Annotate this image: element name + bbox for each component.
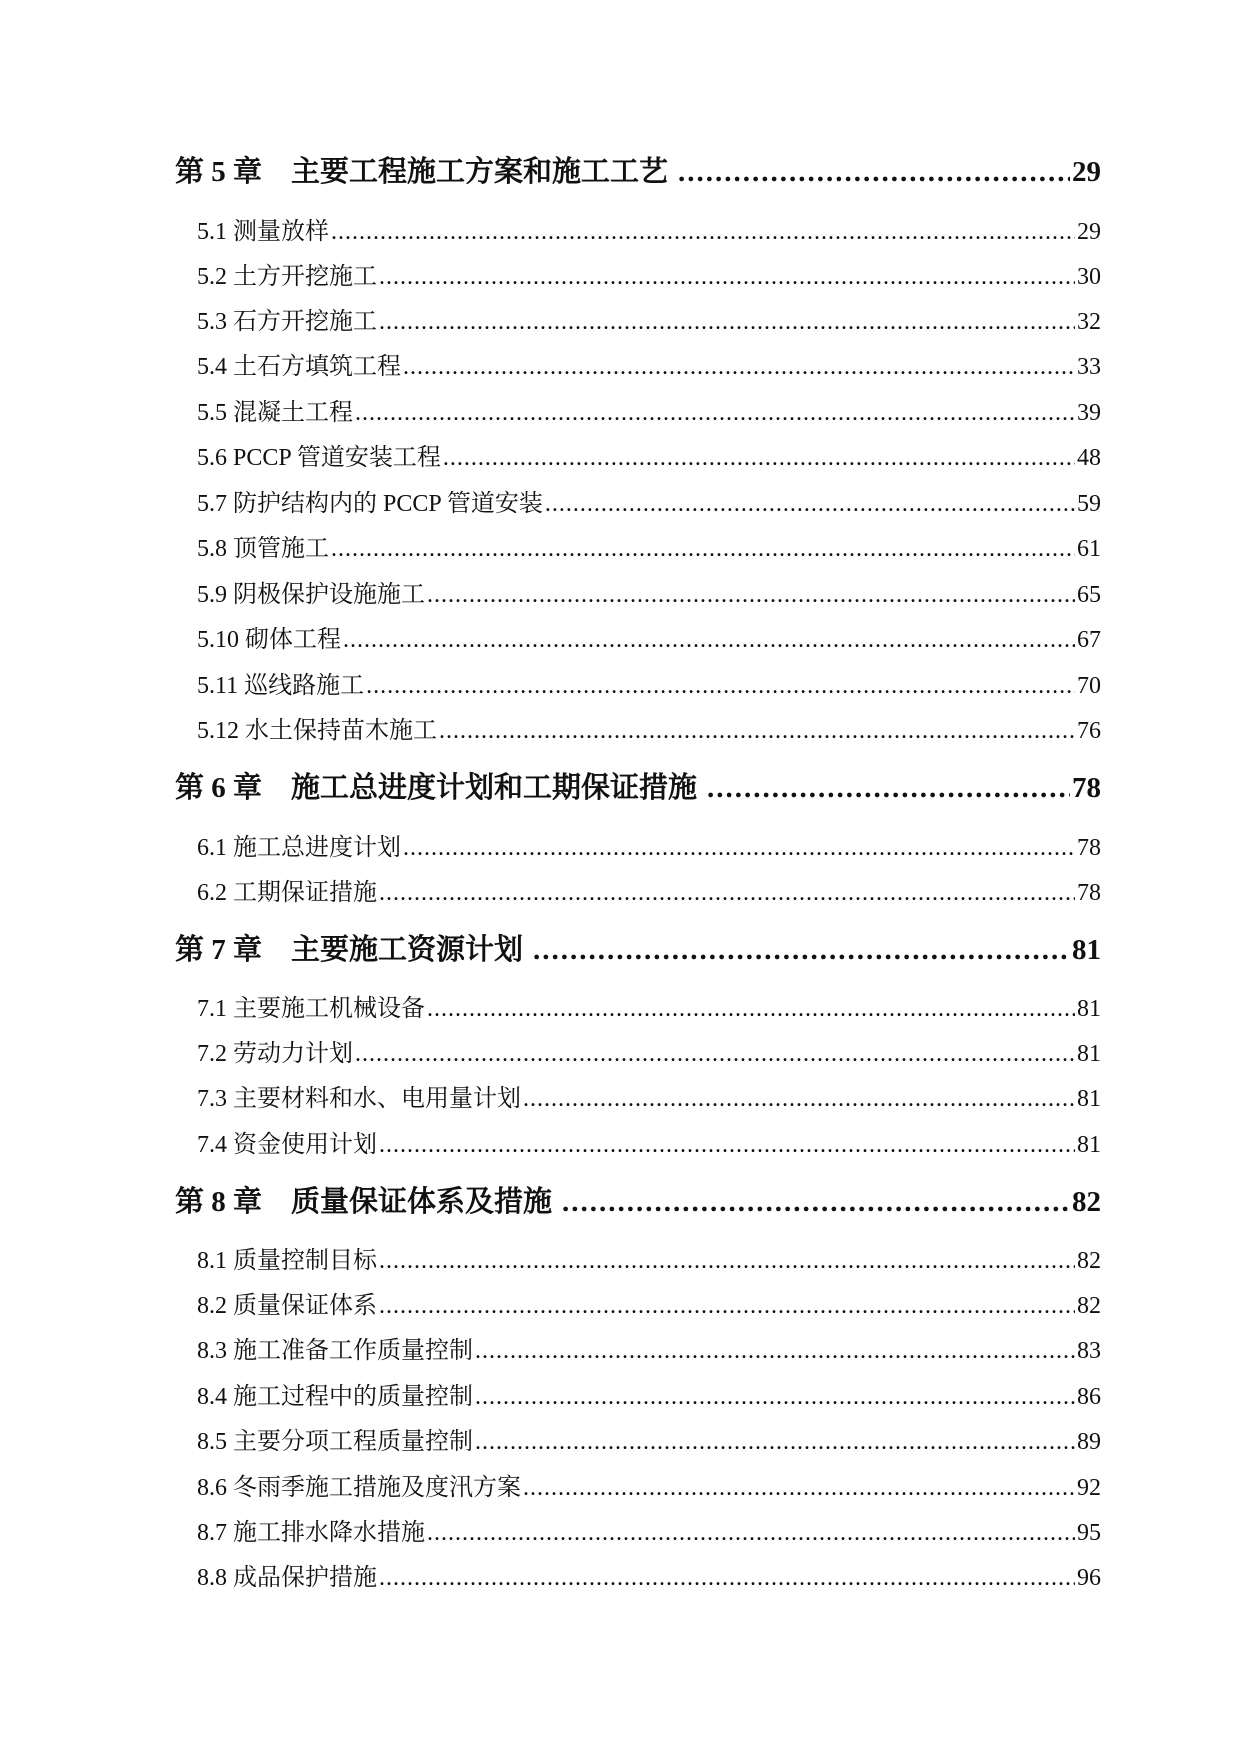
chapter-title: 第 8 章 质量保证体系及措施 (175, 1186, 553, 1218)
dot-leader (475, 1334, 1075, 1368)
dot-leader (427, 1516, 1075, 1550)
toc-entry-7-1[interactable] (197, 992, 1101, 1026)
toc-chapter-5[interactable] (175, 152, 1101, 192)
page-number: 67 (1077, 627, 1101, 653)
dot-leader (379, 1128, 1075, 1162)
entry-label: 5.11 巡线路施工 (197, 673, 365, 699)
page-number: 32 (1077, 309, 1101, 335)
page-number: 76 (1077, 718, 1101, 744)
dot-leader (678, 152, 1070, 192)
chapter-title: 第 6 章 施工总进度计划和工期保证措施 (175, 772, 698, 804)
entry-label: 7.3 主要材料和水、电用量计划 (197, 1086, 521, 1112)
dot-leader (379, 876, 1075, 910)
dot-leader (475, 1380, 1075, 1414)
page-number: 30 (1077, 264, 1101, 290)
page-number: 96 (1077, 1565, 1101, 1591)
dot-leader (355, 396, 1075, 430)
page-number: 92 (1077, 1475, 1101, 1501)
entry-label: 8.4 施工过程中的质量控制 (197, 1384, 473, 1410)
page-number: 78 (1077, 835, 1101, 861)
toc-entry-8-7[interactable] (197, 1516, 1101, 1550)
dot-leader (443, 441, 1075, 475)
toc-entry-8-5[interactable] (197, 1425, 1101, 1459)
dot-leader (439, 714, 1075, 748)
toc-entry-5-2[interactable] (197, 260, 1101, 294)
entry-label: 8.2 质量保证体系 (197, 1293, 377, 1319)
page-number: 82 (1077, 1293, 1101, 1319)
toc-entry-6-2[interactable] (197, 876, 1101, 910)
entry-label: 8.5 主要分项工程质量控制 (197, 1429, 473, 1455)
entry-label: 8.1 质量控制目标 (197, 1248, 377, 1274)
toc-entry-8-8[interactable] (197, 1561, 1101, 1595)
entry-label: 5.4 土石方填筑工程 (197, 354, 401, 380)
chapter-title: 第 5 章 主要工程施工方案和施工工艺 (175, 156, 669, 188)
dot-leader (331, 532, 1075, 566)
toc-entry-7-4[interactable] (197, 1128, 1101, 1162)
entry-label: 6.1 施工总进度计划 (197, 835, 401, 861)
page-number: 78 (1077, 880, 1101, 906)
page-number: 48 (1077, 445, 1101, 471)
page-number: 83 (1077, 1338, 1101, 1364)
dot-leader (343, 623, 1075, 657)
entry-label: 7.2 劳动力计划 (197, 1041, 353, 1067)
page-number: 81 (1077, 1041, 1101, 1067)
dot-leader (523, 1471, 1075, 1505)
entry-label: 5.2 土方开挖施工 (197, 264, 377, 290)
toc-entry-8-1[interactable] (197, 1244, 1101, 1278)
dot-leader (707, 768, 1070, 808)
page-number: 82 (1077, 1248, 1101, 1274)
entry-label: 5.10 砌体工程 (197, 627, 341, 653)
page-number: 89 (1077, 1429, 1101, 1455)
page-number: 78 (1072, 772, 1101, 804)
entry-label: 5.9 阴极保护设施施工 (197, 582, 425, 608)
toc-entry-5-5[interactable] (197, 396, 1101, 430)
dot-leader (379, 1561, 1075, 1595)
page-number: 65 (1077, 582, 1101, 608)
entry-label: 5.6 PCCP 管道安装工程 (197, 445, 441, 471)
page-number: 81 (1077, 1132, 1101, 1158)
toc-entry-5-4[interactable] (197, 350, 1101, 384)
page-number: 29 (1077, 219, 1101, 245)
entry-label: 5.1 测量放样 (197, 219, 329, 245)
page-number: 81 (1072, 934, 1101, 966)
entry-label: 5.5 混凝土工程 (197, 400, 353, 426)
dot-leader (366, 669, 1075, 703)
dot-leader (379, 1289, 1075, 1323)
dot-leader (379, 260, 1075, 294)
toc-entry-5-12[interactable] (197, 714, 1101, 748)
page-number: 29 (1072, 156, 1101, 188)
toc-entry-5-9[interactable] (197, 578, 1101, 612)
toc-entry-8-2[interactable] (197, 1289, 1101, 1323)
dot-leader (355, 1037, 1075, 1071)
toc-entry-5-7[interactable] (197, 487, 1101, 521)
entry-label: 5.7 防护结构内的 PCCP 管道安装 (197, 491, 543, 517)
entry-label: 5.12 水土保持苗木施工 (197, 718, 437, 744)
entry-label: 8.8 成品保护措施 (197, 1565, 377, 1591)
chapter-title: 第 7 章 主要施工资源计划 (175, 934, 524, 966)
toc-entry-7-2[interactable] (197, 1037, 1101, 1071)
dot-leader (562, 1182, 1070, 1222)
entry-label: 5.3 石方开挖施工 (197, 309, 377, 335)
toc-chapter-7[interactable] (175, 930, 1101, 970)
page-number: 39 (1077, 400, 1101, 426)
toc-entry-8-4[interactable] (197, 1380, 1101, 1414)
dot-leader (545, 487, 1075, 521)
page-number: 59 (1077, 491, 1101, 517)
entry-label: 5.8 顶管施工 (197, 536, 329, 562)
page-number: 61 (1077, 536, 1101, 562)
dot-leader (379, 1244, 1075, 1278)
toc-entry-8-3[interactable] (197, 1334, 1101, 1368)
page-number: 86 (1077, 1384, 1101, 1410)
dot-leader (523, 1082, 1075, 1116)
toc-entry-5-1[interactable] (197, 215, 1101, 249)
toc-entry-5-10[interactable] (197, 623, 1101, 657)
dot-leader (427, 992, 1075, 1026)
entry-label: 8.6 冬雨季施工措施及度汛方案 (197, 1475, 521, 1501)
dot-leader (533, 930, 1070, 970)
dot-leader (331, 215, 1075, 249)
toc-chapter-6[interactable] (175, 768, 1101, 808)
dot-leader (475, 1425, 1075, 1459)
toc-entry-5-8[interactable] (197, 532, 1101, 566)
entry-label: 8.3 施工准备工作质量控制 (197, 1338, 473, 1364)
page-number: 33 (1077, 354, 1101, 380)
toc-entry-7-3[interactable] (197, 1082, 1101, 1116)
dot-leader (379, 305, 1075, 339)
page-number: 81 (1077, 1086, 1101, 1112)
toc-entry-5-3[interactable] (197, 305, 1101, 339)
toc-entry-5-6[interactable] (197, 441, 1101, 475)
toc-entry-8-6[interactable] (197, 1471, 1101, 1505)
page-number: 81 (1077, 996, 1101, 1022)
entry-label: 7.4 资金使用计划 (197, 1132, 377, 1158)
dot-leader (427, 578, 1075, 612)
page-number: 70 (1077, 673, 1101, 699)
toc-chapter-8[interactable] (175, 1182, 1101, 1222)
toc-entry-6-1[interactable] (197, 831, 1101, 865)
dot-leader (403, 831, 1075, 865)
page-number: 95 (1077, 1520, 1101, 1546)
page-number: 82 (1072, 1186, 1101, 1218)
entry-label: 6.2 工期保证措施 (197, 880, 377, 906)
dot-leader (403, 350, 1075, 384)
entry-label: 8.7 施工排水降水措施 (197, 1520, 425, 1546)
entry-label: 7.1 主要施工机械设备 (197, 996, 425, 1022)
toc-entry-5-11[interactable] (197, 669, 1101, 703)
